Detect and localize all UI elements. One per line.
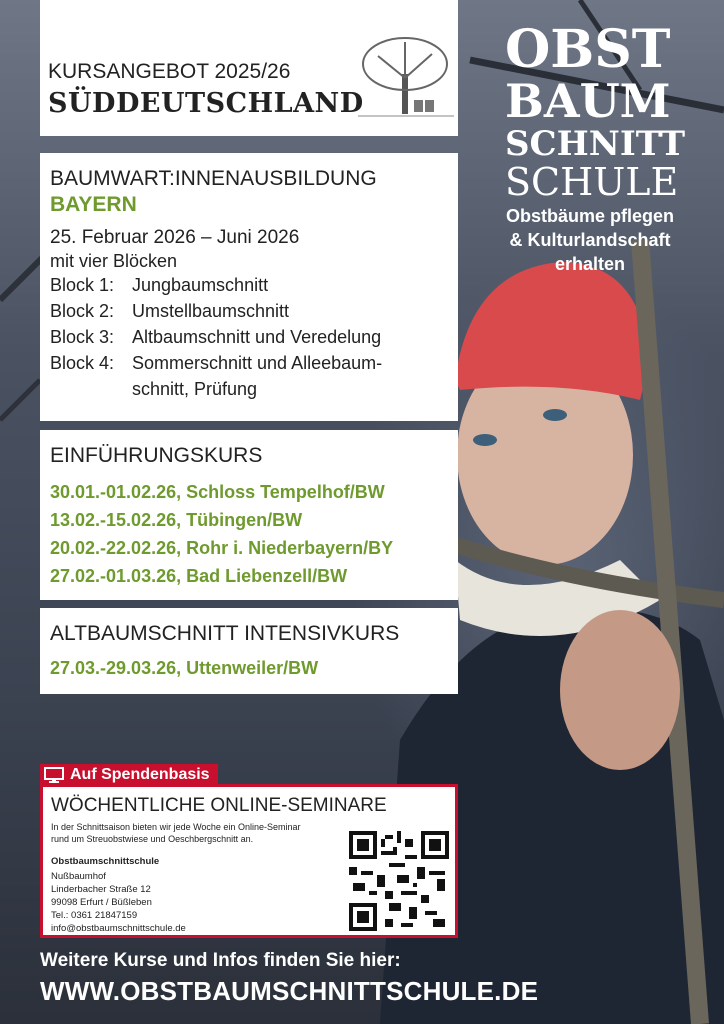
header-box xyxy=(40,0,458,136)
contact-block xyxy=(51,855,186,935)
monitor-icon xyxy=(44,767,64,783)
block-label: Block 2: xyxy=(50,301,115,321)
block-item xyxy=(50,272,448,298)
course-date: 13.02.-15.02.26, Tübingen/BW xyxy=(50,510,303,530)
block-text: schnitt, Prüfung xyxy=(132,379,258,399)
donation-tab-label: Auf Spendenbasis xyxy=(70,766,210,783)
block-text: Jungbaumschnitt xyxy=(132,275,269,295)
header-line2: SÜDDEUTSCHLAND xyxy=(48,88,364,119)
altbaum-date: 27.03.-29.03.26, Uttenweiler/BW xyxy=(50,658,319,678)
online-description xyxy=(51,821,300,845)
online-title: WÖCHENTLICHE ONLINE-SEMINARE xyxy=(51,795,387,816)
brand-logo xyxy=(505,19,686,204)
brand-word: BAUM xyxy=(505,74,671,128)
altbaum-box xyxy=(40,608,458,694)
block-label: Block 4: xyxy=(50,353,115,373)
email-link[interactable]: info@obstbaumschnittschule.de xyxy=(51,923,186,934)
block-item xyxy=(50,376,448,402)
donation-tab xyxy=(40,764,218,786)
brand-tagline xyxy=(490,204,690,276)
block-label: Block 3: xyxy=(50,327,115,347)
block-label: Block 1: xyxy=(50,275,115,295)
tree-icon xyxy=(358,28,454,120)
block-text: Sommerschnitt und Alleebaum- xyxy=(132,353,383,373)
eye xyxy=(473,434,497,446)
course-date: 27.02.-01.03.26, Bad Liebenzell/BW xyxy=(50,566,348,586)
branch xyxy=(0,380,40,420)
address-line: Nußbaumhof xyxy=(51,871,106,882)
course-date: 30.01.-01.02.26, Schloss Tempelhof/BW xyxy=(50,482,385,502)
course-date: 20.02.-22.02.26, Rohr i. Niederbayern/BY xyxy=(50,538,394,558)
footer-more-info: Weitere Kurse und Infos finden Sie hier: xyxy=(40,950,401,971)
address-line: 99098 Erfurt / Büßleben xyxy=(51,897,152,908)
baumwart-region: BAYERN xyxy=(50,193,137,216)
baumwart-subtitle: mit vier Blöcken xyxy=(50,251,178,271)
block-text: Umstellbaumschnitt xyxy=(132,301,290,321)
eye xyxy=(543,409,567,421)
helmet xyxy=(455,262,650,400)
online-seminar-box xyxy=(40,784,458,938)
brand-word: SCHNITT xyxy=(505,124,686,164)
qr-code[interactable] xyxy=(349,831,449,931)
block-item xyxy=(50,324,448,350)
einfuehrung-box xyxy=(40,430,458,600)
online-desc-line: In der Schnittsaison bieten wir jede Woche ein Online-Seminar xyxy=(51,822,301,832)
block-list xyxy=(50,272,448,402)
hand xyxy=(560,610,680,770)
course-date-list xyxy=(50,478,448,590)
altbaum-title: ALTBAUMSCHNITT INTENSIVKURS xyxy=(50,622,400,645)
header-line1: KURSANGEBOT 2025/26 xyxy=(48,60,291,83)
tagline-line: & Kulturlandschaft xyxy=(509,230,671,250)
online-desc-line: rund um Streuobstwiese und Oeschbergschnitt an. xyxy=(51,834,254,844)
block-item xyxy=(50,350,448,376)
footer-url[interactable]: WWW.OBSTBAUMSCHNITTSCHULE.DE xyxy=(40,976,539,1006)
phone: Tel.: 0361 21847159 xyxy=(51,910,138,921)
block-item xyxy=(50,298,448,324)
tagline-line: Obstbäume pflegen xyxy=(505,206,675,226)
block-text: Altbaumschnitt und Veredelung xyxy=(132,327,382,347)
baumwart-box xyxy=(40,153,458,421)
org-name: Obstbaumschnittschule xyxy=(51,856,160,867)
baumwart-title: BAUMWART:INNENAUSBILDUNG xyxy=(50,167,377,190)
einfuehrung-title: EINFÜHRUNGSKURS xyxy=(50,444,263,467)
brand-word: OBST xyxy=(505,19,671,80)
tagline-line: erhalten xyxy=(554,254,626,274)
brand-word: SCHULE xyxy=(505,160,679,204)
baumwart-dates: 25. Februar 2026 – Juni 2026 xyxy=(50,227,300,248)
address-line: Linderbacher Straße 12 xyxy=(51,884,151,895)
